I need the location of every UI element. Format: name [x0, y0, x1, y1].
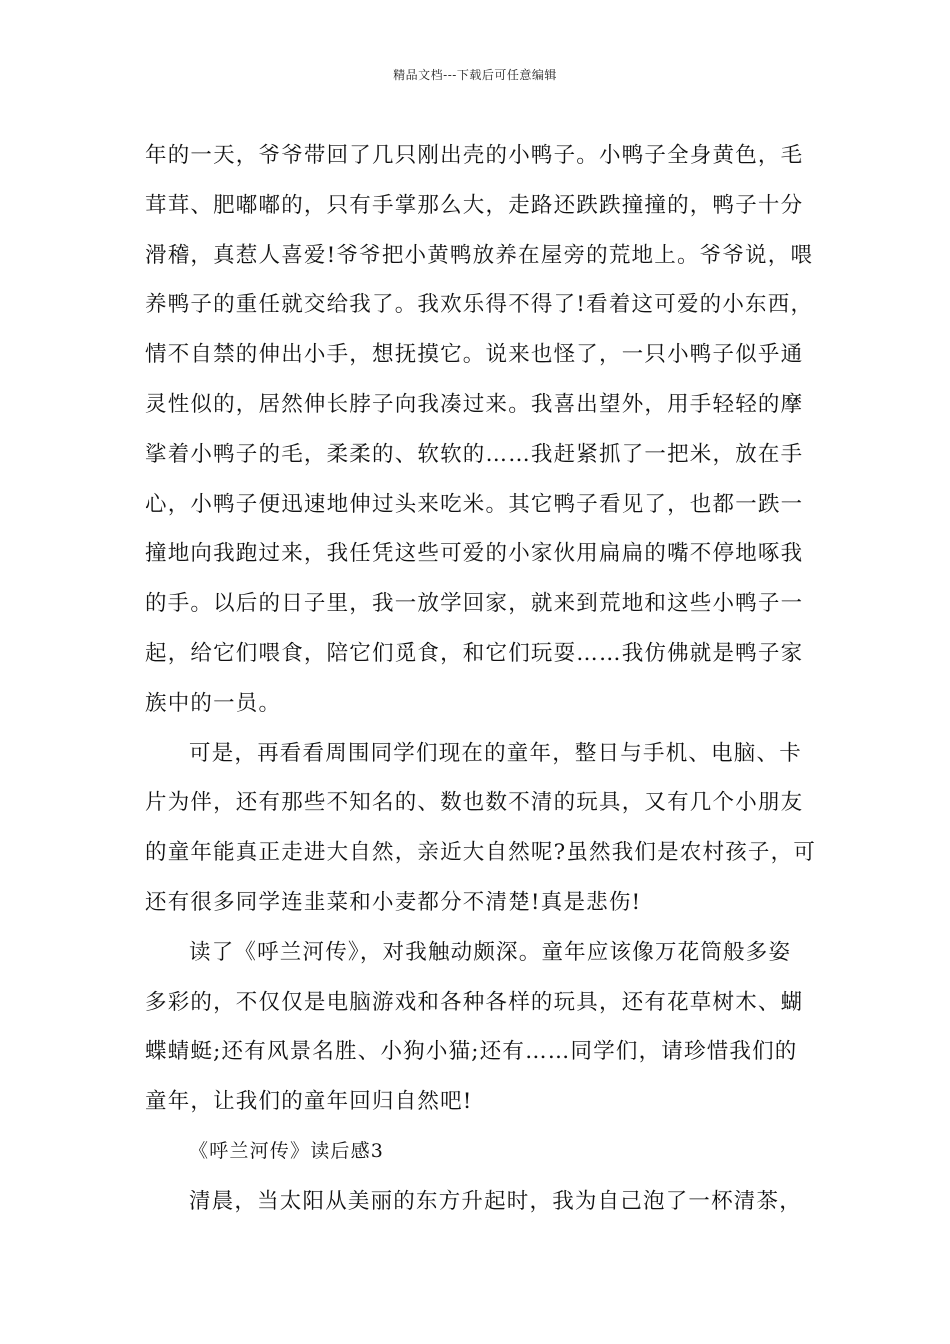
section-title: 《呼兰河传》读后感3 [189, 1139, 385, 1162]
paragraph-line: 可是，再看看周围同学们现在的童年，整日与手机、电脑、卡 [189, 740, 802, 766]
paragraph-line: 多彩的，不仅仅是电脑游戏和各种各样的玩具，还有花草树木、蝴 [145, 989, 804, 1015]
paragraph-line: 挲着小鸭子的毛，柔柔的、软软的……我赶紧抓了一把米，放在手 [145, 441, 804, 467]
paragraph-line: 读了《呼兰河传》，对我触动颇深。童年应该像万花筒般多姿 [189, 939, 792, 965]
paragraph-line: 心，小鸭子便迅速地伸过头来吃米。其它鸭子看见了，也都一跌一 [145, 491, 804, 517]
document-body [145, 131, 817, 1227]
paragraph-line: 清晨，当太阳从美丽的东方升起时，我为自己泡了一杯清茶， [189, 1188, 802, 1214]
paragraph-line: 的童年能真正走进大自然，亲近大自然呢?虽然我们是农村孩子，可 [145, 840, 817, 866]
paragraph-line: 的手。以后的日子里，我一放学回家，就来到荒地和这些小鸭子一 [145, 591, 804, 617]
paragraph-line: 年的一天，爷爷带回了几只刚出壳的小鸭子。小鸭子全身黄色，毛 [145, 143, 804, 168]
paragraph-line: 起，给它们喂食，陪它们觅食，和它们玩耍……我仿佛就是鸭子家 [145, 640, 804, 666]
paragraph-line: 撞地向我跑过来，我任凭这些可爱的小家伙用扁扁的嘴不停地啄我 [145, 541, 804, 567]
paragraph-line: 灵性似的，居然伸长脖子向我凑过来。我喜出望外，用手轻轻的摩 [145, 391, 804, 417]
page-header: 精品文档---下载后可任意编辑 [393, 68, 557, 82]
paragraph-line: 还有很多同学连韭菜和小麦都分不清楚!真是悲伤! [145, 889, 642, 915]
paragraph-line: 养鸭子的重任就交给我了。我欢乐得不得了!看着这可爱的小东西， [145, 292, 814, 318]
paragraph-line: 族中的一员。 [145, 690, 282, 716]
paragraph-line: 童年，让我们的童年回归自然吧! [145, 1089, 473, 1115]
paragraph-line: 蝶蜻蜓;还有风景名胜、小狗小猫;还有……同学们，请珍惜我们的 [145, 1039, 798, 1065]
paragraph-line: 情不自禁的伸出小手，想抚摸它。说来也怪了，一只小鸭子似乎通 [145, 342, 804, 368]
paragraph-line: 片为伴，还有那些不知名的、数也数不清的玩具，又有几个小朋友 [145, 790, 804, 816]
paragraph-line: 滑稽，真惹人喜爱!爷爷把小黄鸭放养在屋旁的荒地上。爷爷说，喂 [145, 242, 814, 268]
paragraph-line: 茸茸、肥嘟嘟的，只有手掌那么大，走路还跌跌撞撞的，鸭子十分 [145, 192, 804, 218]
